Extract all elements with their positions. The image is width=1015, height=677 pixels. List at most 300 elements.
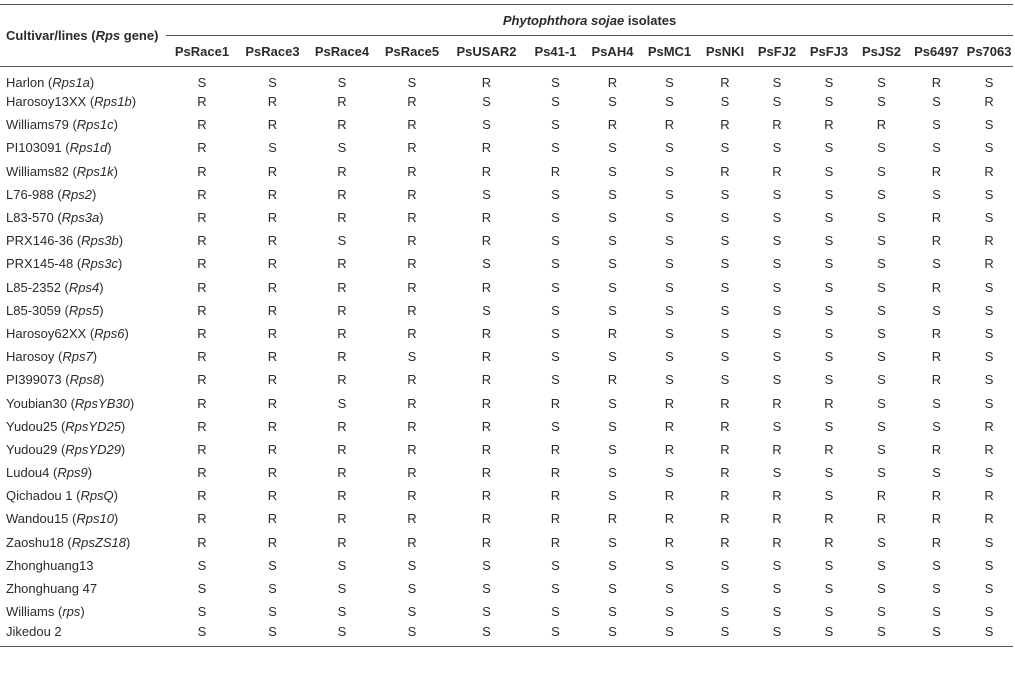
table-row [0,484,1013,507]
reaction-cell: R [267,372,278,388]
cultivar-name: PRX146-36 ( [6,233,82,249]
reaction-cell: S [551,302,560,318]
reaction-cell: S [720,186,730,202]
reaction-cell: S [608,441,617,457]
cultivar-name-close: ) [99,302,104,318]
reaction-cell: R [931,511,942,527]
reaction-cell: S [720,372,730,388]
reaction-cell: R [824,441,834,457]
cultivar-cell [0,577,166,600]
reaction-cell: S [877,163,886,179]
reaction-cell: S [984,534,994,550]
reaction-cell: R [197,418,207,434]
table-row [0,206,1013,229]
rps-gene: Rps5 [68,302,100,318]
reaction-cell: R [876,488,887,504]
reaction-cell: S [720,623,730,639]
reaction-cell: S [608,604,617,620]
cultivar-name-close: ) [99,279,104,295]
isolate-header: PsJS2 [861,43,902,59]
rps-gene: Rps3b [81,233,119,249]
isolate-header: PsFJ3 [809,43,849,59]
reaction-cell: R [197,256,207,272]
reaction-cell: S [665,279,674,295]
reaction-cell: S [877,94,886,110]
cultivar-name-close: ) [99,210,104,226]
reaction-cell: S [720,604,730,620]
reaction-cell: S [720,256,730,272]
cultivar-name-close: ) [118,256,123,272]
cultivar-cell [0,113,166,136]
reaction-cell: R [337,534,347,550]
reaction-cell: S [268,75,277,90]
reaction-cell: R [267,441,278,457]
reaction-cell: S [932,465,941,481]
reaction-cell: R [550,395,561,411]
reaction-cell: S [932,302,941,318]
cultivar-name-close: ) [113,163,118,179]
reaction-cell: S [877,210,886,226]
reaction-cell: S [824,349,834,365]
reaction-cell: S [608,349,617,365]
reaction-cell: S [772,623,782,639]
reaction-cell: R [407,163,417,179]
reaction-cell: S [551,140,560,156]
reaction-cell: S [482,94,491,110]
reaction-cell: R [772,163,782,179]
isolate-header: PsUSAR2 [456,43,517,59]
reaction-cell: R [407,395,417,411]
reaction-cell: R [550,163,561,179]
cultivar-name-close: ) [120,441,126,457]
isolates-group-header: Phytophthora sojae isolates [166,5,1013,36]
reaction-cell: R [824,395,834,411]
rps-gene: RpsYD29 [65,441,121,457]
reaction-cell: R [984,511,994,527]
reaction-cell: S [482,557,491,573]
reaction-cell: R [267,163,278,179]
reaction-cell: S [407,623,417,639]
reaction-cell: S [932,140,941,156]
table-row [0,90,1013,113]
reaction-cell: R [772,488,782,504]
reaction-cell: S [720,94,730,110]
reaction-cell: S [824,233,834,249]
reaction-cell: S [984,604,994,620]
cultivar-name-close: ) [125,534,131,550]
rps-gene: Rps10 [76,511,114,527]
reaction-cell: R [407,488,417,504]
reaction-cell: S [551,349,560,365]
reaction-cell: S [608,488,617,504]
cultivar-name-close: ) [124,325,129,341]
reaction-cell: S [337,75,347,90]
reaction-cell: S [608,581,617,597]
reaction-cell: S [984,581,994,597]
reaction-cell: S [932,623,941,639]
reaction-cell: R [772,511,782,527]
reaction-cell: R [337,210,347,226]
reaction-cell: R [931,441,942,457]
reaction-cell: R [720,117,730,133]
reaction-cell: S [665,233,674,249]
reaction-cell: R [267,117,278,133]
reaction-cell: S [665,256,674,272]
reaction-cell: S [197,604,207,620]
table-row [0,438,1013,461]
reaction-cell: R [337,418,347,434]
reaction-cell: S [772,557,782,573]
reaction-cell: R [931,233,942,249]
reaction-cell: S [268,557,277,573]
reaction-cell: R [197,372,207,388]
reaction-cell: S [268,581,277,597]
isolate-header: PsAH4 [591,43,634,59]
isolate-header: PsRace4 [314,43,370,59]
cultivar-name: Harlon ( [6,75,53,90]
reaction-cell: R [772,117,782,133]
cultivar-cell [0,600,166,623]
reaction-cell: R [550,511,561,527]
reaction-cell: R [607,372,618,388]
reaction-cell: R [931,534,942,550]
cultivar-cell [0,461,166,484]
reaction-cell: R [481,488,492,504]
reaction-cell: R [931,210,942,226]
cultivar-cell [0,322,166,345]
reaction-cell: R [407,140,417,156]
rps-gene: rps [62,604,81,620]
reaction-cell: S [877,233,886,249]
rps-gene: RpsYD25 [65,418,121,434]
reaction-cell: R [931,279,942,295]
reaction-cell: S [551,94,560,110]
rps-gene: Rps1b [94,94,132,110]
reaction-cell: R [267,302,278,318]
cultivar-name: L76-988 ( [6,186,62,202]
reaction-cell: S [608,623,617,639]
reaction-cell: S [551,279,560,295]
cultivar-name-close: ) [87,465,93,481]
reaction-cell: R [824,511,834,527]
reaction-cell: R [267,395,278,411]
reaction-cell: R [607,325,618,341]
reaction-cell: S [337,140,347,156]
reaction-cell: S [877,441,886,457]
reaction-cell: S [772,325,782,341]
reaction-cell: S [608,279,617,295]
reaction-cell: R [931,372,942,388]
reaction-cell: S [932,186,941,202]
reaction-cell: R [720,418,730,434]
cultivar-name: PI103091 ( [6,140,70,156]
cultivar-name-close: ) [113,488,119,504]
rps-gene: Rps8 [69,372,100,388]
cultivar-name: Harosoy ( [6,349,63,365]
reaction-cell: R [772,534,782,550]
reaction-cell: S [482,302,491,318]
reaction-cell: S [984,465,994,481]
rps-gene: Rps9 [57,465,88,481]
reaction-cell: S [772,302,782,318]
reaction-cell: S [268,623,277,639]
reaction-cell: S [932,94,941,110]
reaction-cell: R [407,372,417,388]
reaction-cell: S [608,395,617,411]
reaction-cell: S [551,418,560,434]
reaction-cell: R [481,325,492,341]
rps-gene: Rps3c [81,256,119,272]
reaction-cell: R [197,210,207,226]
reaction-cell: S [984,325,994,341]
reaction-cell: R [407,186,417,202]
cultivar-name-close: ) [99,372,105,388]
reaction-cell: R [984,488,994,504]
reaction-cell: R [984,233,994,249]
table-row [0,67,1013,91]
cultivar-name: Harosoy13XX ( [6,94,95,110]
reaction-cell: S [720,140,730,156]
reaction-cell: S [482,186,491,202]
cultivar-name: Ludou4 ( [6,465,58,481]
reaction-cell: S [772,256,782,272]
table-row [0,136,1013,159]
table-row [0,299,1013,322]
table-row [0,160,1013,183]
cultivar-name-close: ) [113,511,119,527]
reaction-cell: S [268,604,277,620]
reaction-cell: R [550,534,561,550]
cultivar-cell [0,299,166,322]
reaction-cell: S [608,534,617,550]
cultivar-cell [0,136,166,159]
reaction-cell: R [664,511,675,527]
reaction-cell: S [877,604,886,620]
reaction-cell: R [197,94,207,110]
cultivar-name: Williams79 ( [6,117,77,133]
reaction-cell: R [197,511,207,527]
reaction-cell: R [197,441,207,457]
reaction-cell: S [824,623,834,639]
cultivar-name-close: ) [92,186,97,202]
reaction-cell: R [197,140,207,156]
reaction-cell: S [197,75,207,90]
reaction-cell: R [664,418,675,434]
reaction-cell: S [482,256,491,272]
reaction-cell: S [824,557,834,573]
reaction-cell: S [665,163,674,179]
reaction-cell: S [337,395,347,411]
cultivar-cell [0,484,166,507]
reaction-cell: S [551,372,560,388]
reaction-cell: S [877,349,886,365]
table-row [0,345,1013,368]
reaction-cell: S [932,418,941,434]
rps-gene: Rps4 [68,279,100,295]
reaction-cell: S [337,557,347,573]
reaction-cell: S [772,279,782,295]
reaction-cell: R [931,488,942,504]
reaction-cell: S [932,117,941,133]
reaction-cell: R [407,441,417,457]
reaction-cell: S [877,279,886,295]
cultivar-cell [0,229,166,252]
reaction-cell: S [268,140,277,156]
table-row [0,554,1013,577]
cultivar-cell [0,438,166,461]
reaction-cell: S [720,210,730,226]
reaction-cell: S [665,94,674,110]
table-row [0,507,1013,530]
reaction-cell: S [772,94,782,110]
cultivar-cell [0,67,166,91]
reaction-cell: R [876,117,887,133]
reaction-cell: S [824,140,834,156]
reaction-cell: S [665,210,674,226]
cultivar-name: Williams82 ( [6,163,77,179]
cultivar-name-close: ) [80,604,85,620]
rps-gene: Rps2 [61,186,93,202]
reaction-cell: S [407,604,417,620]
reaction-cell: S [608,94,617,110]
reaction-cell: S [608,256,617,272]
reaction-cell: R [550,441,561,457]
reaction-cell: R [407,210,417,226]
reaction-cell: R [876,511,887,527]
reaction-cell: R [337,256,347,272]
reaction-cell: S [665,623,674,639]
reaction-cell: S [877,465,886,481]
cultivar-name: L83-570 ( [6,210,62,226]
reaction-cell: R [481,441,492,457]
reaction-cell: S [877,325,886,341]
reaction-cell: S [824,325,834,341]
reaction-cell: S [608,140,617,156]
rps-gene: Rps6 [94,325,125,341]
isolate-header: PsRace5 [384,43,440,59]
reaction-cell: R [824,534,834,550]
table-row [0,600,1013,623]
reaction-cell: S [772,186,782,202]
cultivar-cell [0,345,166,368]
rps-gene: Rps7 [62,349,93,365]
reaction-cell: S [608,210,617,226]
reaction-cell: S [407,75,417,90]
reaction-cell: S [877,75,886,90]
reaction-cell: R [550,465,561,481]
cultivar-name-close: ) [113,117,118,133]
reaction-cell: S [337,581,347,597]
table-row [0,577,1013,600]
rps-gene: RpsZS18 [71,534,126,550]
reaction-cell: R [407,418,417,434]
reaction-cell: S [877,302,886,318]
reaction-cell: R [197,325,207,341]
reaction-cell: R [984,94,994,110]
reaction-cell: R [481,163,492,179]
reaction-cell: S [824,186,834,202]
reaction-cell: S [984,302,994,318]
rps-gene: Rps1a [52,75,90,90]
reaction-cell: S [932,256,941,272]
reaction-cell: R [197,163,207,179]
reaction-cell: S [665,140,674,156]
reaction-cell: S [720,279,730,295]
cultivar-name: Yudou29 ( [6,441,66,457]
reaction-cell: R [664,488,675,504]
reaction-cell: S [984,395,994,411]
reaction-cell: S [551,186,560,202]
reaction-cell: R [197,279,207,295]
reaction-cell: R [267,186,278,202]
reaction-cell: S [551,75,560,90]
reaction-cell: S [482,623,491,639]
cultivar-name: Zhonghuang13 [6,557,94,573]
reaction-cell: S [665,75,674,90]
reaction-cell: S [772,233,782,249]
reaction-cell: R [407,465,417,481]
isolate-header: Ps7063 [966,43,1012,59]
rps-gene: Rps1c [76,117,114,133]
reaction-cell: S [608,233,617,249]
reaction-cell: R [407,94,417,110]
reaction-cell: S [337,604,347,620]
reaction-cell: S [772,349,782,365]
cultivar-cell [0,160,166,183]
table-row [0,183,1013,206]
reaction-cell: S [824,372,834,388]
cultivar-cell [0,391,166,414]
reaction-cell: R [197,117,207,133]
reaction-cell: S [984,372,994,388]
isolate-header: PsRace3 [245,43,300,59]
reaction-cell: R [481,418,492,434]
table-row [0,461,1013,484]
cultivar-cell [0,368,166,391]
reaction-cell: R [931,325,942,341]
reaction-cell: R [664,395,675,411]
reaction-cell: S [551,210,560,226]
reaction-cell: S [720,233,730,249]
reaction-cell: R [607,75,618,90]
reaction-cell: S [932,395,941,411]
reaction-cell: S [877,534,886,550]
table-row [0,623,1013,646]
reaction-cell: S [984,557,994,573]
reaction-cell: R [984,418,994,434]
reaction-cell: S [984,140,994,156]
reaction-cell: S [824,163,834,179]
reaction-cell: R [197,302,207,318]
cultivar-name: L85-3059 ( [6,302,69,318]
reaction-cell: S [482,604,491,620]
reaction-cell: R [481,233,492,249]
reaction-cell: S [608,186,617,202]
reaction-cell: S [824,418,834,434]
reaction-cell: S [197,623,207,639]
reaction-cell: R [931,163,942,179]
cultivar-name: Wandou15 ( [6,511,77,527]
reaction-cell: R [481,395,492,411]
cultivar-cell [0,252,166,275]
reaction-cell: R [664,534,675,550]
isolate-header: Ps6497 [914,43,959,59]
reaction-cell: S [197,581,207,597]
reaction-cell: R [197,186,207,202]
reaction-cell: S [720,581,730,597]
reaction-cell: R [824,117,834,133]
cultivar-name-close: ) [107,140,112,156]
